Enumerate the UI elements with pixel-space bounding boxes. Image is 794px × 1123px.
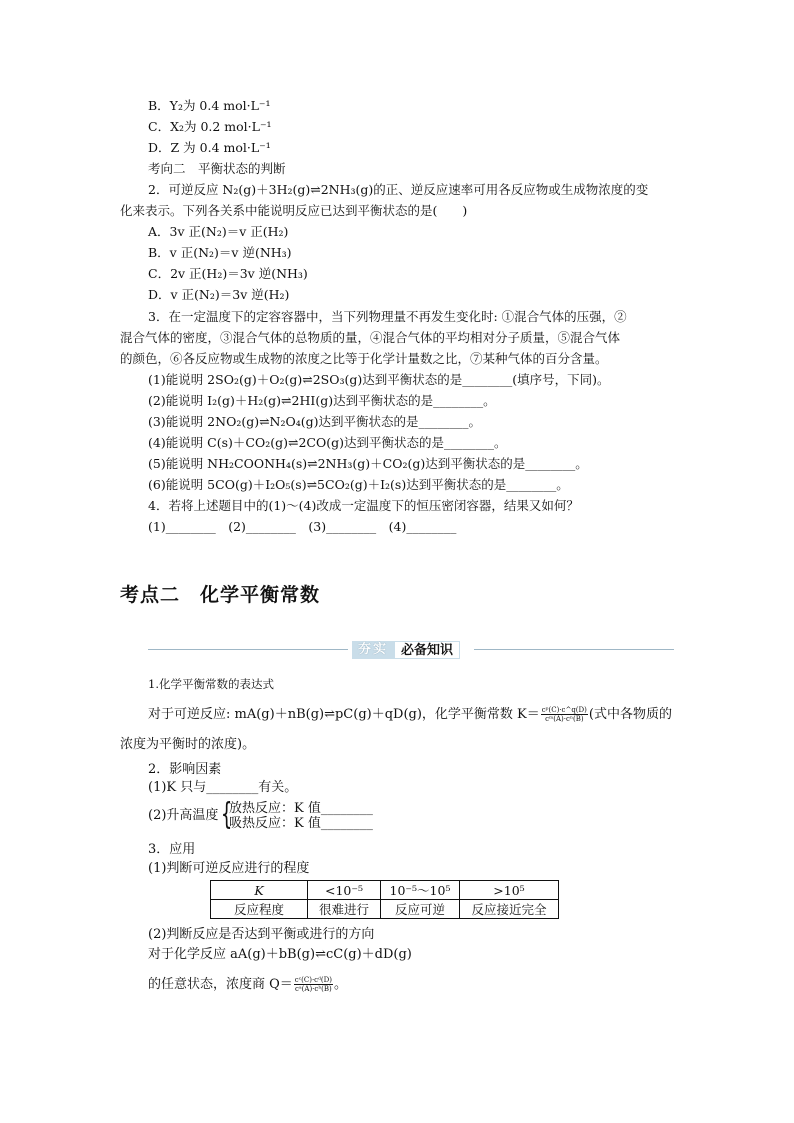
question-3-sub-2: (2)能说明 I₂(g)＋H₂(g)⇌2HI(g)达到平衡状态的是________。	[148, 393, 496, 408]
k-fraction	[541, 706, 588, 723]
question-2-option-c: C．2v 正(H₂)＝3v 逆(NH₃)	[148, 266, 308, 281]
divider-left	[148, 649, 348, 650]
table-cell: 反应可逆	[381, 900, 460, 919]
q-fraction	[294, 976, 333, 993]
application-1: (1)判断可逆反应进行的程度	[148, 861, 310, 876]
question-4: 4．若将上述题目中的(1)～(4)改成一定温度下的恒压密闭容器，结果又如何？	[148, 498, 579, 513]
question-3-line-2: 混合气体的密度，③混合气体的总物质的量，④混合气体的平均相对分子质量，⑤混合气体	[120, 330, 621, 345]
q-expression	[148, 976, 347, 993]
option-d: D．Z 为 0.4 mol·L⁻¹	[148, 140, 271, 155]
table-cell: K	[211, 881, 308, 900]
knowledge-heading-1: 1.化学平衡常数的表达式	[148, 677, 274, 691]
question-3-sub-3: (3)能说明 2NO₂(g)⇌N₂O₄(g)达到平衡状态的是________。	[148, 414, 482, 429]
question-4-blanks: (1)________ (2)________ (3)________ (4)________	[148, 519, 457, 534]
k-expression-text: 对于可逆反应: mA(g)＋nB(g)⇌pC(g)＋qD(g)，化学平衡常数 K＝	[148, 707, 540, 722]
table-cell: >10⁵	[460, 881, 559, 900]
table-cell: 很难进行	[308, 900, 381, 919]
k-expression-tail: (式中各物质的	[588, 707, 672, 722]
option-b: B．Y₂为 0.4 mol·L⁻¹	[148, 98, 271, 113]
table-cell: 反应程度	[211, 900, 308, 919]
section-badge	[352, 641, 460, 659]
table-cell: 10⁻⁵～10⁵	[381, 881, 460, 900]
k-denominator: cᵐ(A)·cⁿ(B)	[545, 715, 584, 723]
subsection-heading: 考向二 平衡状态的判断	[148, 161, 286, 176]
question-2-option-a: A．3v 正(N₂)＝v 正(H₂)	[148, 224, 289, 239]
factor-2-endothermic: 吸热反应：K 值________	[229, 816, 373, 831]
k-value-table	[210, 880, 559, 919]
factor-1: (1)K 只与________有关。	[148, 780, 298, 795]
question-3-sub-1: (1)能说明 2SO₂(g)＋O₂(g)⇌2SO₃(g)达到平衡状态的是________(填序号，下同)。	[148, 372, 610, 387]
table-row	[211, 900, 559, 919]
option-c: C．X₂为 0.2 mol·L⁻¹	[148, 119, 272, 134]
section-title: 考点二 化学平衡常数	[120, 584, 321, 606]
question-3-sub-6: (6)能说明 5CO(g)＋I₂O₅(s)⇌5CO₂(g)＋I₂(s)达到平衡状态的是________。	[148, 477, 569, 492]
question-3-line-1: 3．在一定温度下的定容容器中，当下列物理量不再发生变化时: ①混合气体的压强，②	[148, 309, 627, 324]
question-3-sub-4: (4)能说明 C(s)＋CO₂(g)⇌2CO(g)达到平衡状态的是________。	[148, 435, 507, 450]
question-2-option-b: B．v 正(N₂)＝v 逆(NH₃)	[148, 245, 292, 260]
divider-right	[474, 649, 674, 650]
knowledge-heading-2: 2．影响因素	[148, 762, 222, 777]
knowledge-heading-3: 3．应用	[148, 842, 196, 857]
k-numerator: cᵖ(C)·c^q(D)	[541, 706, 587, 714]
brace-symbol: {	[220, 797, 233, 832]
question-3-sub-5: (5)能说明 NH₂COONH₄(s)⇌2NH₃(g)＋CO₂(g)达到平衡状态的是________。	[148, 456, 588, 471]
question-3-line-3: 的颜色，⑥各反应物或生成物的浓度之比等于化学计量数之比，⑦某种气体的百分含量。	[120, 351, 608, 366]
k-expression-continued: 浓度为平衡时的浓度)。	[120, 737, 256, 752]
q-numerator: cᶜ(C)·cᵈ(D)	[294, 976, 332, 984]
badge-label-right: 必备知识	[394, 641, 460, 659]
table-cell: <10⁻⁵	[308, 881, 381, 900]
factor-2-label: (2)升高温度	[148, 808, 219, 823]
q-denominator: cᵃ(A)·cᵇ(B)	[295, 985, 332, 993]
k-expression	[148, 706, 672, 723]
question-2-option-d: D．v 正(N₂)＝3v 逆(H₂)	[148, 287, 290, 302]
badge-label-left: 夯实	[352, 641, 394, 659]
question-2-line-2: 化来表示。下列各关系中能说明反应已达到平衡状态的是( )	[120, 203, 468, 218]
factor-2-exothermic: 放热反应：K 值________	[229, 801, 373, 816]
table-row	[211, 881, 559, 900]
q-expression-tail: 。	[333, 977, 347, 992]
q-expression-text: 的任意状态，浓度商 Q＝	[148, 977, 293, 992]
application-2-reaction: 对于化学反应 aA(g)＋bB(g)⇌cC(g)＋dD(g)	[148, 947, 412, 962]
question-2-line-1: 2．可逆反应 N₂(g)＋3H₂(g)⇌2NH₃(g)的正、逆反应速率可用各反应物或生成物浓度的变	[148, 182, 649, 197]
table-cell: 反应接近完全	[460, 900, 559, 919]
application-2: (2)判断反应是否达到平衡或进行的方向	[148, 927, 375, 942]
